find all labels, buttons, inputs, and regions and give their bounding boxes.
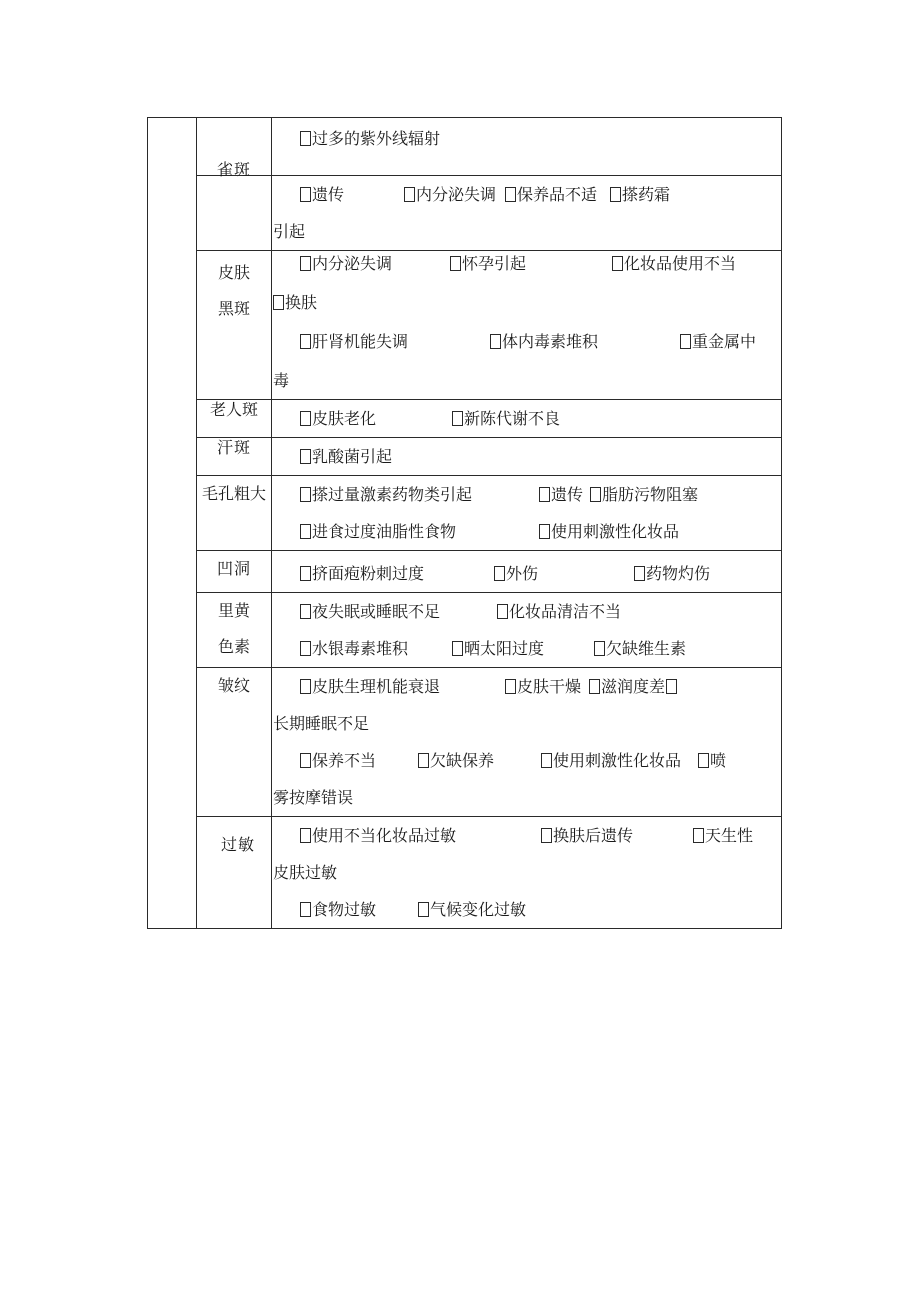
option-checkbox[interactable]: 遗传 [539,476,583,513]
option-checkbox[interactable]: 皮肤干燥 [505,668,581,705]
option-continuation: 雾按摩错误 [273,788,354,807]
option-checkbox[interactable]: 重金属中 [680,323,756,360]
option-checkbox[interactable]: 欠缺保养 [418,742,494,779]
checkbox-icon[interactable] [300,524,311,539]
option-checkbox[interactable]: 怀孕引起 [450,245,526,282]
option-checkbox[interactable]: 夜失眠或睡眠不足 [300,593,440,630]
checkbox-icon[interactable] [300,487,311,502]
option-checkbox[interactable]: 乳酸菌引起 [300,438,392,475]
row-label: 里黄 [217,601,250,620]
option-continuation: 长期睡眠不足 [273,714,370,733]
checkbox-icon[interactable] [610,187,621,202]
option-checkbox[interactable]: 保养品不适 [505,176,597,213]
option-checkbox[interactable]: 外伤 [494,555,538,592]
checkbox-icon[interactable] [693,828,704,843]
row-label: 色素 [217,637,250,656]
option-checkbox[interactable]: 内分泌失调 [404,176,496,213]
table-row [148,551,782,593]
checkbox-icon[interactable] [300,604,311,619]
options-cell [272,118,782,176]
checkbox-icon[interactable] [594,641,605,656]
checkbox-icon[interactable] [300,566,311,581]
checkbox-icon[interactable] [590,487,601,502]
checkbox-icon[interactable] [452,641,463,656]
option-checkbox[interactable]: 食物过敏 [300,891,376,928]
row-label: 皮肤 [217,263,250,282]
options-cell [272,593,782,668]
option-checkbox[interactable]: 化妆品使用不当 [612,245,736,282]
table-row [148,476,782,551]
table-row [148,593,782,668]
table-row [148,176,782,251]
option-checkbox[interactable]: 气候变化过敏 [418,891,526,928]
option-checkbox[interactable]: 过多的紫外线辐射 [300,120,440,157]
option-checkbox[interactable]: 脂肪污物阻塞 [590,476,698,513]
checkbox-icon[interactable] [300,902,311,917]
checkbox-icon[interactable] [300,334,311,349]
checkbox-icon[interactable] [300,131,311,146]
checkbox-icon[interactable] [450,256,461,271]
row-label-cell [197,160,272,251]
checkbox-icon[interactable] [300,679,311,694]
checkbox-icon[interactable] [300,828,311,843]
skin-problem-table [147,117,782,929]
option-checkbox[interactable]: 使用不当化妆品过敏 [300,817,456,854]
option-checkbox[interactable]: 水银毒素堆积 [300,630,408,667]
checkbox-icon[interactable] [404,187,415,202]
row-label-cell [197,551,272,593]
row-label-cell [197,668,272,817]
checkbox-icon[interactable] [497,604,508,619]
row-label: 毛孔粗大 [201,484,266,503]
checkbox-icon[interactable] [698,753,709,768]
checkbox-icon[interactable] [666,679,677,694]
checkbox-icon[interactable] [418,902,429,917]
options-cell [272,251,782,400]
table-row [148,668,782,817]
row-label-cell [197,476,272,551]
option-checkbox[interactable]: 挤面疱粉刺过度 [300,555,424,592]
checkbox-icon[interactable] [300,641,311,656]
options-cell [272,668,782,817]
checkbox-icon[interactable] [634,566,645,581]
row-label-cell [197,817,272,929]
checkbox-icon[interactable] [505,187,516,202]
row-label: 汗斑 [216,438,251,457]
checkbox-icon[interactable] [541,753,552,768]
row-label: 凹洞 [216,559,251,578]
option-checkbox[interactable]: 欠缺维生素 [594,630,686,667]
table-row [148,400,782,438]
option-checkbox[interactable]: 换肤后遗传 [541,817,633,854]
checkbox-icon[interactable] [490,334,501,349]
option-checkbox[interactable]: 内分泌失调 [300,245,392,282]
checkbox-icon[interactable] [539,524,550,539]
outer-category-cell [148,118,197,929]
options-cell [272,176,782,251]
options-cell [272,817,782,929]
option-continuation: 皮肤过敏 [273,863,338,882]
option-checkbox[interactable]: 换肤 [273,284,317,321]
option-checkbox[interactable]: 化妆品清洁不当 [497,593,621,630]
table-row [148,817,782,929]
row-label: 过敏 [220,835,255,854]
options-cell [272,476,782,551]
checkbox-icon[interactable] [300,753,311,768]
option-checkbox[interactable]: 使用刺激性化妆品 [539,513,679,550]
checkbox-icon[interactable] [418,753,429,768]
checkbox-icon[interactable] [273,295,284,310]
table-row [148,251,782,400]
option-checkbox[interactable]: 进食过度油脂性食物 [300,513,456,550]
option-checkbox[interactable]: 搽药霜 [610,176,670,213]
option-checkbox[interactable]: 喷 [698,742,726,779]
row-label-cell [197,400,272,438]
option-checkbox[interactable]: 滋润度差 [589,668,678,705]
checkbox-icon[interactable] [300,411,311,426]
checkbox-icon[interactable] [300,256,311,271]
checkbox-icon[interactable] [452,411,463,426]
option-checkbox[interactable]: 肝肾机能失调 [300,323,408,360]
option-checkbox[interactable]: 药物灼伤 [634,555,710,592]
option-checkbox[interactable]: 新陈代谢不良 [452,400,560,437]
option-continuation: 引起 [273,222,306,241]
option-checkbox[interactable]: 体内毒素堆积 [490,323,598,360]
row-label-cell [197,251,272,400]
row-label: 老人斑 [209,400,258,419]
options-cell [272,551,782,593]
option-checkbox[interactable]: 保养不当 [300,742,376,779]
options-cell [272,438,782,476]
checkbox-icon[interactable] [541,828,552,843]
row-label: 皱纹 [217,676,250,695]
row-label-cell [197,438,272,476]
checkbox-icon[interactable] [612,256,623,271]
checkbox-icon[interactable] [300,449,311,464]
checkbox-icon[interactable] [539,487,550,502]
row-label: 黑斑 [217,299,250,318]
checkbox-icon[interactable] [494,566,505,581]
option-checkbox[interactable]: 天生性 [693,817,753,854]
option-checkbox[interactable]: 搽过量激素药物类引起 [300,476,472,513]
row-label-cell [197,593,272,668]
option-checkbox[interactable]: 晒太阳过度 [452,630,544,667]
table-row [148,438,782,476]
option-checkbox[interactable]: 遗传 [300,176,344,213]
option-checkbox[interactable]: 皮肤生理机能衰退 [300,668,440,705]
option-continuation: 毒 [273,371,290,390]
row-label: 雀斑 [216,160,251,179]
checkbox-icon[interactable] [680,334,691,349]
checkbox-icon[interactable] [505,679,516,694]
option-checkbox[interactable]: 皮肤老化 [300,400,376,437]
options-cell [272,400,782,438]
checkbox-icon[interactable] [300,187,311,202]
option-checkbox[interactable]: 使用刺激性化妆品 [541,742,681,779]
checkbox-icon[interactable] [589,679,600,694]
